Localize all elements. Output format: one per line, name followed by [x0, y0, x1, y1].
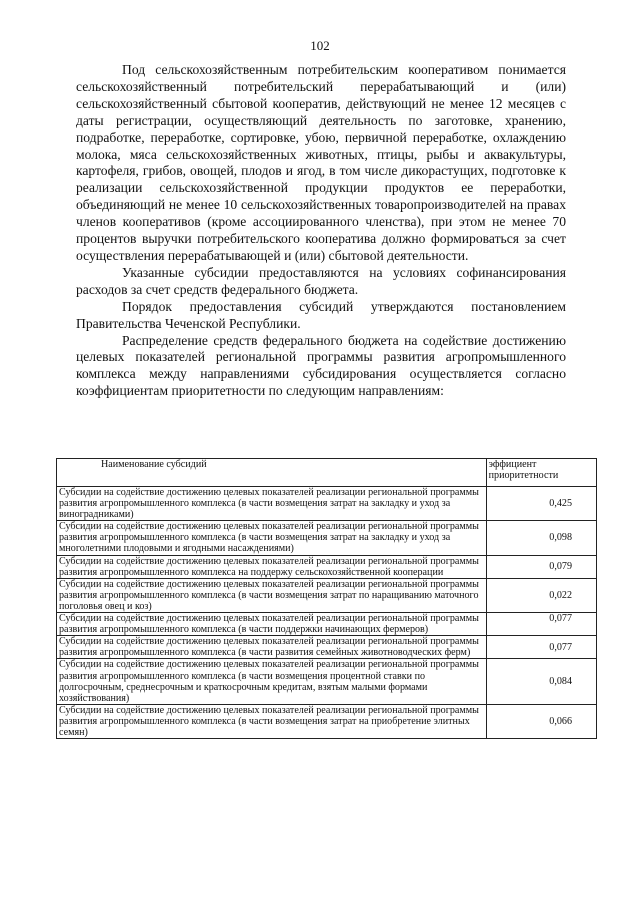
row-name: Субсидии на содействие достижению целевых показателей реализации региональной программы развития агропромышленного комплекса (в части возмещения затрат на приобретение элитных семян) [57, 704, 487, 738]
row-name: Субсидии на содействие достижению целевых показателей реализации региональной программы развития агропромышленного комплекса на поддержу сельскохозяйственной кооперации [57, 555, 487, 578]
row-coefficient: 0,077 [486, 636, 596, 659]
row-coefficient: 0,425 [486, 487, 596, 521]
row-coefficient: 0,022 [486, 578, 596, 612]
table-row [57, 704, 597, 738]
body-text [76, 62, 566, 400]
paragraph-cofinancing: Указанные субсидии предоставляются на условиях софинансирования расходов за счет средств федерального бюджета. [76, 264, 566, 297]
row-coefficient: 0,084 [486, 659, 596, 704]
page-number: 102 [310, 38, 330, 53]
row-coefficient: 0,066 [486, 704, 596, 738]
row-name: Субсидии на содействие достижению целевых показателей реализации региональной программы развития агропромышленного комплекса (в части поддержки начинающих фермеров) [57, 613, 487, 636]
header-priority-coefficient: эффициент приоритетности [486, 459, 596, 487]
row-name: Субсидии на содействие достижению целевых показателей реализации региональной программы развития агропромышленного комплекса (в части возмещения затрат на закладку и уход за многолетними плодовыми и ягодными насаждениями) [57, 521, 487, 555]
row-name: Субсидии на содействие достижению целевых показателей реализации региональной программы развития агропромышленного комплекса (в части возмещения процентной ставки по долгосрочным, среднесрочным и краткосрочным кредитам, взятым малыми формами хозяйствования) [57, 659, 487, 704]
row-name: Субсидии на содействие достижению целевых показателей реализации региональной программы развития агропромышленного комплекса (в части возмещения затрат по наращиванию маточного поголовья овец и коз) [57, 578, 487, 612]
table-row [57, 636, 597, 659]
table-row [57, 555, 597, 578]
table-row [57, 659, 597, 704]
paragraph-cooperative-definition: Под сельскохозяйственным потребительским кооперативом понимается сельскохозяйственный потребительский перерабатывающий и (или) сельскохозяйственный сбытовой кооператив, действующий не менее 12 месяцев с даты регистрации, осуществляющий деятельность по заготовке, хранению, подработке, переработке, сортировке, убою, первичной переработке, охлаждению молока, мяса сельскохозяйственных животных, птицы, рыбы и аквакультуры, картофеля, грибов, овощей, плодов и ягод, в том числе дикорастущих, подготовке к реализации сельскохозяйственной продукции продуктов ее переработки, объединяющий не менее 10 сельскохозяйственных товаропроизводителей на правах членов кооперативов (кроме ассоциированного членства), при этом не менее 70 процентов выручки потребительского кооператива должно формироваться за счет осуществления перерабатывающей и (или) сбытовой деятельности. [76, 62, 566, 263]
table-row [57, 578, 597, 612]
subsidy-priority-table [56, 458, 597, 739]
row-name: Субсидии на содействие достижению целевых показателей реализации региональной программы развития агропромышленного комплекса (в части развития семейных животноводческих ферм) [57, 636, 487, 659]
table-row [57, 613, 597, 636]
paragraph-procedure: Порядок предоставления субсидий утверждаются постановлением Правительства Чеченской Республики. [76, 298, 566, 331]
table-header-row [57, 459, 597, 487]
row-coefficient: 0,077 [486, 613, 596, 636]
table-row [57, 487, 597, 521]
paragraph-distribution: Распределение средств федерального бюджета на содействие достижению целевых показателей региональной программы развития агропромышленного комплекса между направлениями субсидирования осуществляется согласно коэффициентам приоритетности по следующим направлениям: [76, 332, 566, 399]
row-coefficient: 0,098 [486, 521, 596, 555]
table-row [57, 521, 597, 555]
row-coefficient: 0,079 [486, 555, 596, 578]
header-subsidy-name: Наименование субсидий [57, 459, 487, 487]
row-name: Субсидии на содействие достижению целевых показателей реализации региональной программы развития агропромышленного комплекса (в части возмещения затрат на закладку и уход за виноградниками) [57, 487, 487, 521]
